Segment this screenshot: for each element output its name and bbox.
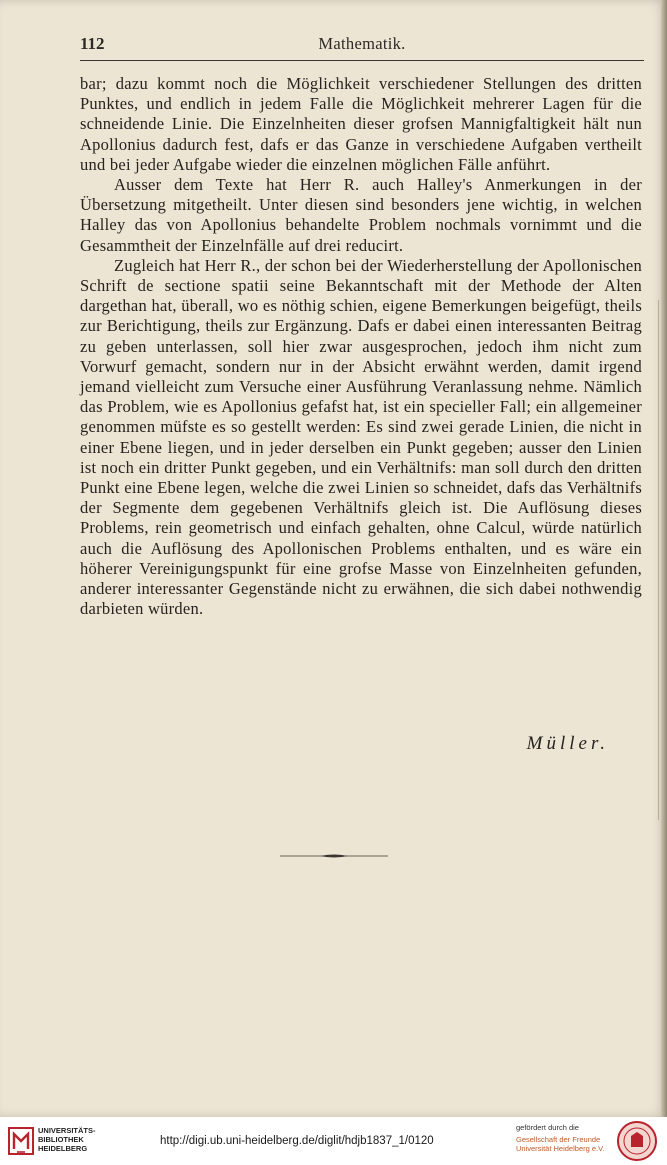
page-header xyxy=(80,34,644,56)
end-ornament-rule xyxy=(280,853,388,859)
heidelberg-library-logo-icon xyxy=(6,1125,36,1157)
university-seal-icon xyxy=(614,1120,660,1162)
digitization-footer xyxy=(0,1117,667,1165)
paragraph: bar; dazu kommt noch die Möglichkeit verschiedener Stellungen des dritten Punktes, und endlich in jedem Falle die Möglichkeit mehrerer Lagen für die schneidende Linie. Die Einzelnheiten dieser grofsen Mannigfaltigkeit hält nun Apollonius dadurch fest, dafs er das Ganze in verschiedene Aufgaben vertheilt und bei jeder Aufgabe wieder die einzelnen möglichen Fälle anführt. xyxy=(80,74,642,174)
page-edge-line xyxy=(658,300,660,820)
permalink-url[interactable]: http://digi.ub.uni-heidelberg.de/diglit/hdjb1837_1/0120 xyxy=(160,1135,434,1147)
funded-by-label: gefördert durch die xyxy=(516,1123,579,1132)
society-name: Gesellschaft der Freunde Universität Heidelberg e.V. xyxy=(516,1135,605,1153)
header-rule xyxy=(80,60,644,61)
library-name: UNIVERSITÄTS- BIBLIOTHEK HEIDELBERG xyxy=(38,1126,96,1153)
body-text xyxy=(80,74,642,619)
page-number: 112 xyxy=(80,34,105,53)
running-head: Mathematik. xyxy=(318,34,406,53)
paragraph: Zugleich hat Herr R., der schon bei der Wiederherstellung der Apollonischen Schrift de sectione spatii seine Bekanntschaft mit der Methode der Alten dargethan hat, überall, wo es nöthig schien, eigene Bemerkungen beigefügt, theils zur Berichtigung, theils zur Ergänzung. Dafs er dabei einen interessanten Beitrag zu geben unterlassen, soll hier zwar ausgesprochen, jedoch ihm nicht zum Vorwurf gemacht, sondern nur in der Absicht erwähnt werden, damit irgend jemand vielleicht zum Versuche einer Ausführung Veranlassung nehme. Nämlich das Problem, wie es Apollonius gefafst hat, ist ein specieller Fall; ein allgemeiner genommen müfste es so gestellt werden: Es sind zwei gerade Linien, die nicht in einer Ebene liegen, und in jeder derselben ein Punkt gegeben; ausser den Linien ist noch ein dritter Punkt gegeben, und ein Verhältnifs: man soll durch den dritten Punkt eine Ebene legen, welche die zwei Linien so schneidet, dafs das Verhältnifs der Segmente dem gegebenen Verhältnifs gleich ist. Die Auflösung dieses Problems, rein geometrisch und einfach gehalten, ohne Calcul, würde natürlich auch die Auflösung des Apollonischen Problems enthalten, und es wäre ein höherer Vereinigungspunkt für eine grofse Masse von Einzelnheiten gefunden, anderer interessanter Gegenstände nicht zu erwähnen, die sich dabei nothwendig darbieten würden. xyxy=(80,255,642,619)
paragraph: Ausser dem Texte hat Herr R. auch Halley's Anmerkungen in der Übersetzung mitgetheilt. Unter diesen sind besonders jene wichtig, in welchen Halley das von Apollonius behandelte Problem nochmals vornimmt und die Gesammtheit der Einzelnfälle auf drei reducirt. xyxy=(80,175,642,255)
author-signature: Müller. xyxy=(526,733,609,754)
